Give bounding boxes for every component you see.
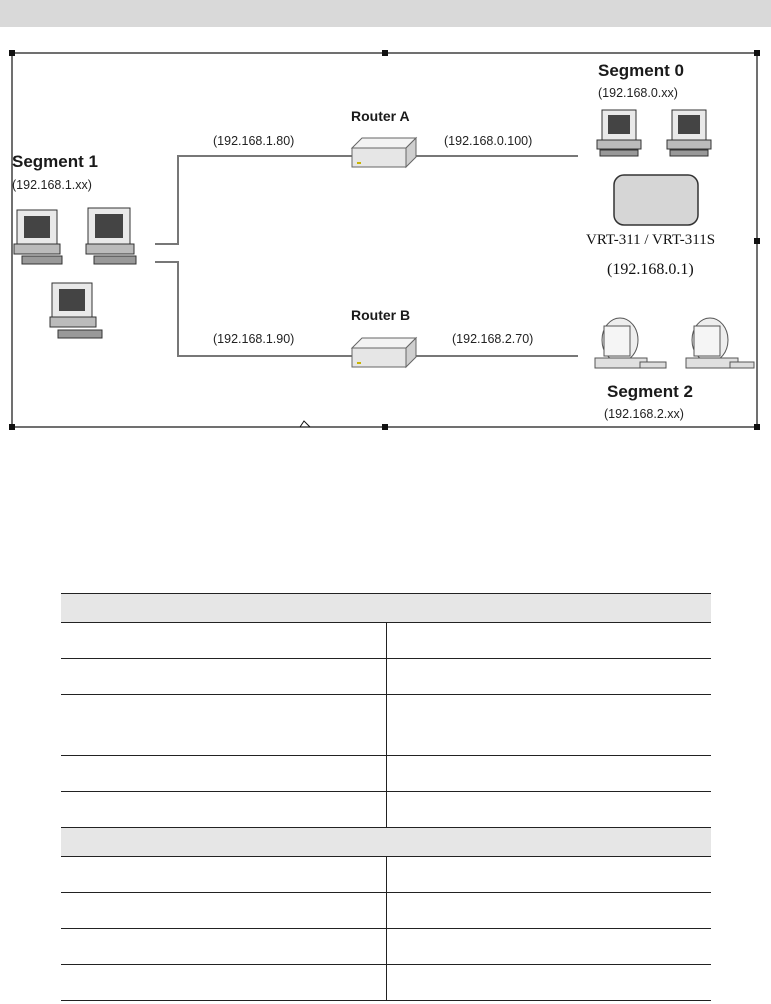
segment0-subnet: (192.168.0.xx) <box>598 86 678 100</box>
router-b-right-ip: (192.168.2.70) <box>452 332 534 346</box>
table-row <box>61 893 711 929</box>
table-cell <box>61 792 386 828</box>
table-row <box>61 929 711 965</box>
table-cell <box>61 929 386 965</box>
router-b-left-ip: (192.168.1.90) <box>213 332 295 346</box>
segment1-computer-2-icon <box>86 208 136 264</box>
table-cell <box>386 659 711 695</box>
segment0-computer-1-icon <box>597 110 641 156</box>
vrt-device-ip: (192.168.0.1) <box>607 261 694 278</box>
section-header-cell <box>61 594 711 623</box>
table-row <box>61 857 711 893</box>
router-a-icon <box>352 138 416 167</box>
table-row <box>61 659 711 695</box>
router-a-title: Router A <box>351 108 410 124</box>
table-section-header <box>61 828 711 857</box>
network-links <box>155 156 578 356</box>
table-row <box>61 695 711 756</box>
table-cell <box>61 623 386 659</box>
table-cell <box>61 659 386 695</box>
router-b-title: Router B <box>351 307 411 323</box>
router-a-right-ip: (192.168.0.100) <box>444 134 533 148</box>
segment1-computer-3-icon <box>50 283 102 338</box>
router-a-left-ip: (192.168.1.80) <box>213 134 295 148</box>
table-row <box>61 965 711 1001</box>
table-cell <box>386 756 711 792</box>
router-b-icon <box>352 338 416 367</box>
table-cell <box>386 929 711 965</box>
table-cell <box>61 893 386 929</box>
table-row <box>61 756 711 792</box>
table-cell <box>61 756 386 792</box>
segment2-computer-2-icon <box>686 318 754 368</box>
table-cell <box>61 695 386 756</box>
segment2-subnet: (192.168.2.xx) <box>604 407 684 421</box>
segment2-computer-1-icon <box>595 318 666 368</box>
frame-tick <box>300 421 310 427</box>
routing-table-grid <box>61 593 711 1001</box>
routing-table <box>61 593 711 1001</box>
segment1-subnet: (192.168.1.xx) <box>12 178 92 192</box>
section-header-cell <box>61 828 711 857</box>
table-row <box>61 623 711 659</box>
table-cell <box>61 965 386 1001</box>
table-row <box>61 792 711 828</box>
table-cell <box>386 695 711 756</box>
table-cell <box>61 857 386 893</box>
table-cell <box>386 965 711 1001</box>
table-cell <box>386 792 711 828</box>
segment0-title: Segment 0 <box>598 61 684 80</box>
segment1-computer-1-icon <box>14 210 62 264</box>
table-cell <box>386 857 711 893</box>
vrt-device-model: VRT-311 / VRT-311S <box>586 232 716 248</box>
table-cell <box>386 893 711 929</box>
segment1-title: Segment 1 <box>12 152 98 171</box>
table-section-header <box>61 594 711 623</box>
segment2-title: Segment 2 <box>607 382 693 401</box>
network-diagram <box>0 0 771 440</box>
segment0-computer-2-icon <box>667 110 711 156</box>
table-cell <box>386 623 711 659</box>
vrt-device-icon <box>614 175 698 225</box>
